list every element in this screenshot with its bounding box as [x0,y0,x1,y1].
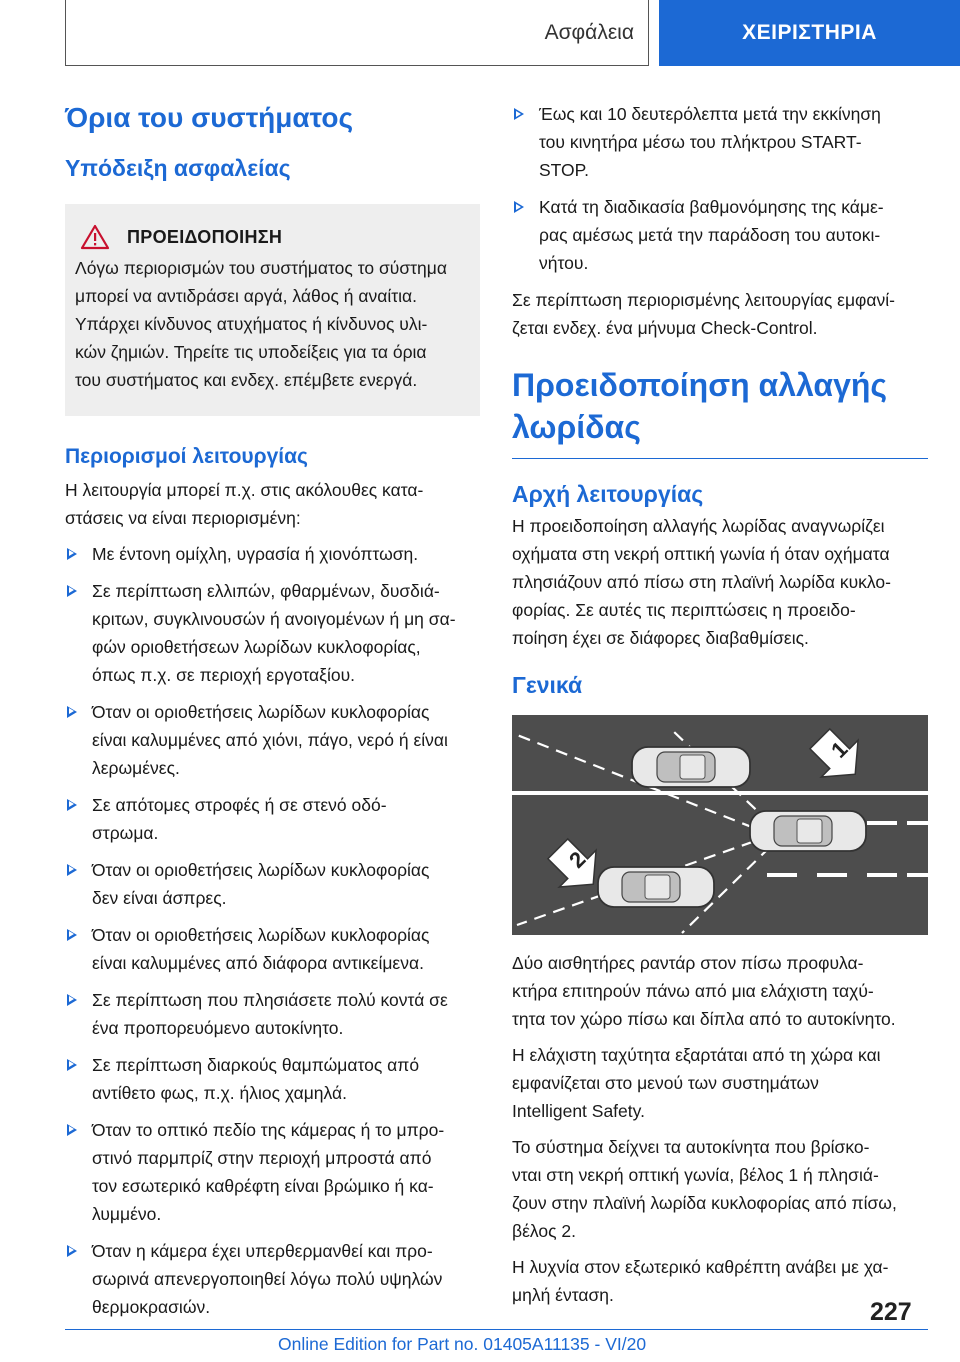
list-item: Όταν το οπτικό πεδίο της κάμερας ή το μπρο‐ στινό παρμπρίζ στην περιοχή μπροστά από τον εσωτερικό καθρέφτη είναι βρώμικο ή κα‐ λυμμένο. [65,1116,480,1228]
warning-title: ΠΡΟΕΙΔΟΠΟΙΗΣΗ [127,226,283,247]
arrow-2-label: 2 [564,846,591,873]
right-column [512,100,928,1317]
triangle-bullet-icon [67,585,77,597]
page-number: 227 [870,1298,912,1326]
general-paragraph: Το σύστημα δείχνει τα αυτοκίνητα που βρίσκο‐ νται στη νεκρή οπτική γωνία, βέλος 1 ή πλησιά‐ ζουν στην πλαϊνή λωρίδα κυκλοφορίας από πίσω, βέλος 2. [512,1137,897,1241]
chapter-tab[interactable] [659,0,960,66]
list-item: Όταν οι οριοθετήσεις λωρίδων κυκλοφορίας είναι καλυμμένες από διάφορα αντικείμενα. [65,921,480,977]
triangle-bullet-icon [67,799,77,811]
list-item: Όταν οι οριοθετήσεις λωρίδων κυκλοφορίας είναι καλυμμένες από χιόνι, πάγο, νερό ή είναι λερωμένες. [65,698,480,782]
principle-title: Αρχή λειτουργίας [512,481,704,507]
section-tab[interactable] [65,0,649,66]
list-item: Όταν οι οριοθετήσεις λωρίδων κυκλοφορίας δεν είναι άσπρες. [65,856,480,912]
triangle-bullet-icon [67,1059,77,1071]
warning-header [75,224,470,250]
page-title: Όρια του συστήματος [65,102,354,133]
general-paragraph: Η ελάχιστη ταχύτητα εξαρτάται από τη χώρα και εμφανίζεται στο μενού των συστημάτων Intelligent Safety. [512,1045,881,1121]
triangle-bullet-icon [514,201,524,213]
general-title: Γενικά [512,672,583,698]
list-item: Κατά τη διαδικασία βαθμονόμησης της κάμε‐ ρας αμέσως μετά την παράδοση του αυτοκι‐ νήτου. [512,193,928,277]
warning-box [65,204,480,416]
limitations-intro [65,476,480,532]
lane-change-illustration [512,715,928,935]
list-item: Όταν η κάμερα έχει υπερθερμανθεί και προ‐ σωρινά απενεργοποιηθεί λόγω πολύ υψηλών θερμοκρασιών. [65,1237,480,1321]
edition-footer: Online Edition for Part no. 01405A11135 - VI/20 [278,1334,647,1354]
principle-text: Η προειδοποίηση αλλαγής λωρίδας αναγνωρίζει οχήματα στη νεκρή οπτική γωνία ή όταν οχήματα πλησιάζουν από πίσω στη πλαϊνή λωρίδα κυκλο‐ φορίας. Σε αυτές τις περιπτώσεις η προειδο‐ ποίηση έχει σε διάφορες διαβαθμίσεις. [512,516,891,648]
warning-line: κών ζημιών. Τηρείτε τις υποδείξεις για τα όρια [75,342,427,363]
triangle-bullet-icon [67,548,77,560]
limitations-title: Περιορισμοί λειτουργίας [65,445,308,469]
footer-divider [65,1329,928,1330]
list-item: Σε περίπτωση που πλησιάσετε πολύ κοντά σε ένα προπορευόμενο αυτοκίνητο. [65,986,480,1042]
warning-line: του συστήματος και ενδεχ. επέμβετε ενεργά. [75,370,418,391]
warning-line: Λόγω περιορισμών του συστήματος το σύστημα [75,258,447,279]
triangle-bullet-icon [67,994,77,1006]
list-item: Σε περίπτωση ελλιπών, φθαρμένων, δυσδιά‐ κριτων, συγκλινουσών ή ανοιγομένων ή μη σα‐ φών οριοθετήσεων λωρίδων κυκλοφορίας, όπως π.χ. σε περιοχή εργοταξίου. [65,577,480,689]
left-column [65,100,480,1330]
arrow-1-label: 1 [826,736,853,763]
chapter-tab-label: ΧΕΙΡΙΣΤΗΡΙΑ [742,21,877,44]
warning-line: μπορεί να αντιδράσει αργά, λάθος ή αναίτια. [75,286,417,307]
list-item: Έως και 10 δευτερόλεπτα μετά την εκκίνηση του κινητήρα μέσω του πλήκτρου START- STOP. [512,100,928,184]
limitations-list-continued [512,100,928,277]
intro-line: Η λειτουργία μπορεί π.χ. στις ακόλουθες κατα‐ [65,479,424,500]
warning-line: Υπάρχει κίνδυνος ατυχήματος ή κίνδυνος υλι‐ [75,314,428,335]
safety-subtitle: Υπόδειξη ασφαλείας [65,155,291,182]
triangle-bullet-icon [67,1245,77,1257]
car-approaching [598,867,714,907]
list-item: Με έντονη ομίχλη, υγρασία ή χιονόπτωση. [65,540,480,568]
car-blind-spot [632,747,750,787]
triangle-bullet-icon [67,929,77,941]
limitations-list [65,540,480,1321]
triangle-bullet-icon [514,108,524,120]
solid-lane-line [512,791,928,795]
list-item: Σε απότομες στροφές ή σε στενό οδό‐ στρωμα. [65,791,480,847]
warning-triangle-icon [75,224,115,250]
triangle-bullet-icon [67,706,77,718]
general-paragraph: Δύο αισθητήρες ραντάρ στον πίσω προφυλα‐ κτήρα επιτηρούν πάνω από μια ελάχιστη ταχύ‐ τητα τον χώρο πίσω και δίπλα από το αυτοκίνητο. [512,953,896,1029]
lane-change-warning-title: Προειδοποίηση αλλαγής λωρίδας [512,364,928,459]
car-ego [750,811,866,851]
section-tab-label: Ασφάλεια [544,20,634,44]
triangle-bullet-icon [67,1124,77,1136]
general-paragraph: Η λυχνία στον εξωτερικό καθρέπτη ανάβει με χα‐ μηλή ένταση. [512,1257,889,1305]
intro-line: στάσεις να είναι περιορισμένη: [65,507,301,528]
list-item: Σε περίπτωση διαρκούς θαμπώματος από αντίθετο φως, π.χ. ήλιος χαμηλά. [65,1051,480,1107]
triangle-bullet-icon [67,864,77,876]
warning-text [75,254,470,394]
check-control-note: Σε περίπτωση περιορισμένης λειτουργίας εμφανί‐ ζεται ενδεχ. ένα μήνυμα Check-Control. [512,290,895,338]
